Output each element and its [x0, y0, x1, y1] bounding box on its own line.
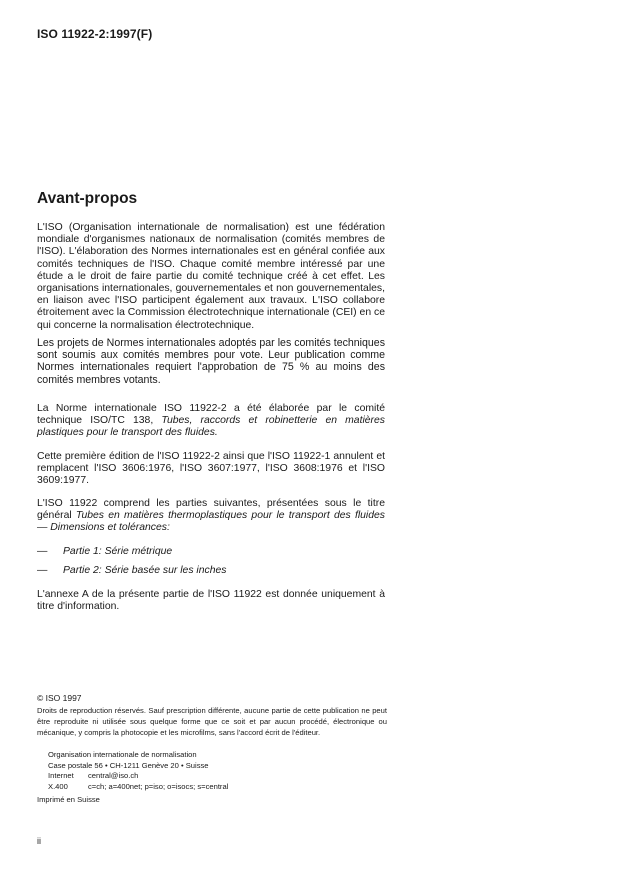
page-number: ii [37, 836, 41, 846]
copyright-notice: © ISO 1997 [37, 693, 82, 703]
dash-bullet: — [37, 565, 48, 576]
parts-general-title: Tubes en matières thermoplastiques pour le transport des fluides — Dimensions et tolérances: [37, 510, 385, 534]
list-item [37, 546, 172, 557]
paragraph-iso-intro: L'ISO (Organisation internationale de normalisation) est une fédération mondiale d'organismes nationaux de normalisation (comités membres de l'ISO). L'élaboration des Normes internationales est en général confiée aux comités techniques de l'ISO. Chaque comité membre intéressé par une étude a le droit de faire partie du comité technique créé à cet effet. Les organisations internationales, gouvernementales et non gouvernementales, en liaison avec l'ISO participent également aux travaux. L'ISO collabore étroitement avec la Commission électrotechnique internationale (CEI) en ce qui concerne la normalisation électrotechnique. [37, 222, 385, 331]
rights-notice: Droits de reproduction réservés. Sauf prescription différente, aucune partie de cette publication ne peut être reproduite ni utilisée sous quelque forme que ce soit et par aucun procédé, électronique ou mécanique, y compris la photocopie et les microfilms, sans l'accord écrit de l'éditeur. [37, 706, 387, 737]
postal-address: Case postale 56 • CH-1211 Genève 20 • Suisse [48, 760, 209, 770]
paragraph-annex: L'annexe A de la présente partie de l'ISO 11922 est donnée uniquement à titre d'information. [37, 589, 385, 613]
part-label: Partie 2: Série basée sur les inches [63, 565, 227, 576]
paragraph-committee [37, 403, 385, 440]
publisher-address [48, 750, 228, 792]
printed-in: Imprimé en Suisse [37, 795, 100, 804]
part-label: Partie 1: Série métrique [63, 546, 173, 557]
internet-label: Internet [48, 771, 74, 781]
committee-title: Tubes, raccords et robinetterie en matières plastiques pour le transport des fluides. [37, 415, 385, 439]
page-title: Avant-propos [37, 190, 138, 207]
x400-line [48, 782, 228, 793]
org-name: Organisation internationale de normalisation [48, 750, 197, 759]
paragraph-voting: Les projets de Normes internationales adoptés par les comités techniques sont soumis aux comités membres pour vote. Leur publication comme Normes internationales requiert l'approbation de 75 % au moins des comités membres votants. [37, 337, 385, 386]
committee-text: La Norme internationale ISO 11922-2 a été élaborée par le comité technique ISO/TC 138, [37, 403, 385, 427]
x400-value: c=ch; a=400net; p=iso; o=isocs; s=central [88, 781, 229, 791]
list-item [37, 565, 226, 576]
paragraph-edition: Cette première édition de l'ISO 11922-2 ainsi que l'ISO 11922-1 annulent et remplacent l'ISO 3606:1976, l'ISO 3607:1977, l'ISO 3608:1976 et l'ISO 3609:1977. [37, 451, 385, 487]
internet-value: central@iso.ch [88, 771, 139, 781]
dash-bullet: — [37, 546, 48, 557]
parts-text: L'ISO 11922 comprend les parties suivantes, présentées sous le titre général [37, 498, 385, 522]
x400-label: X.400 [48, 781, 68, 791]
paragraph-parts [37, 498, 385, 535]
document-id: ISO 11922-2:1997(F) [37, 27, 153, 41]
internet-line [48, 771, 228, 782]
